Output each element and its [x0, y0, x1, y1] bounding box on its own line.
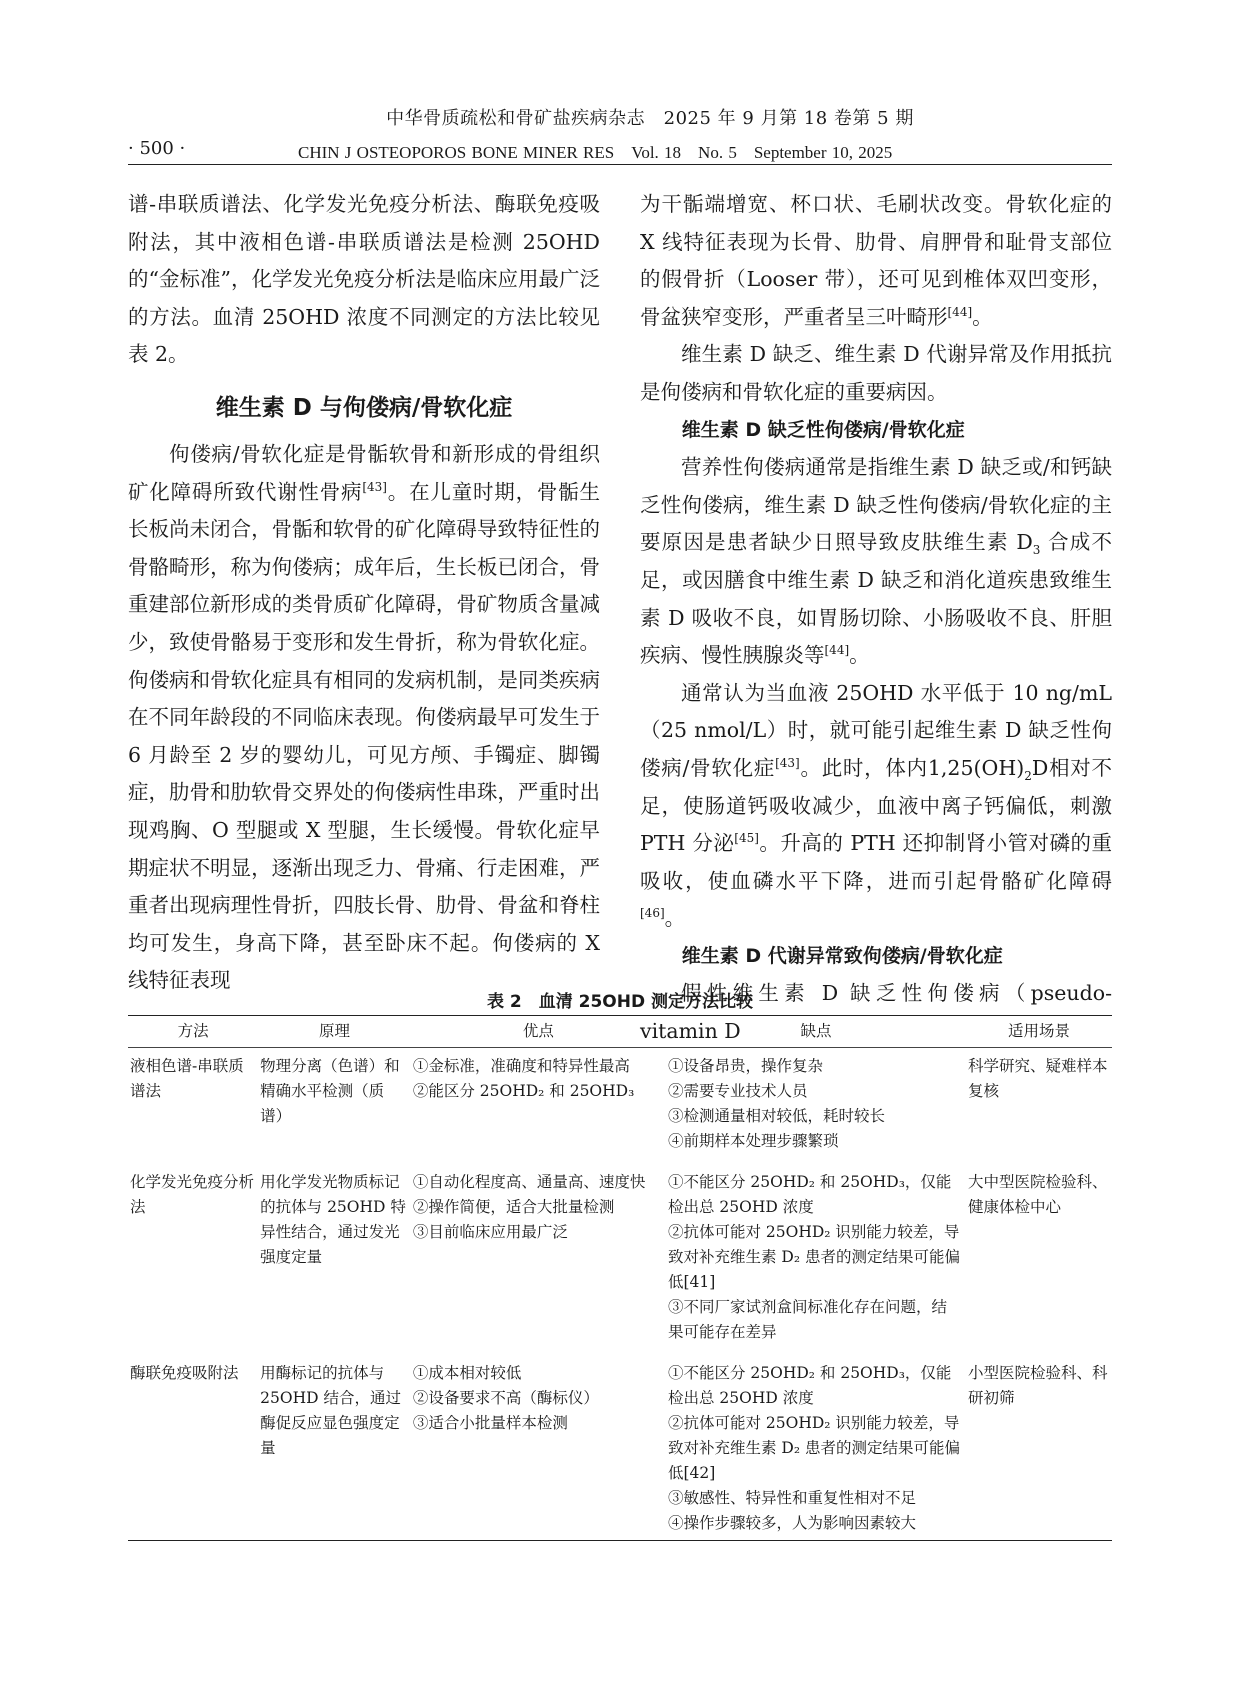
- cons-item: ④操作步骤较多，人为影响因素较大: [667, 1514, 916, 1532]
- journal-title-cn: 中华骨质疏松和骨矿盐疾病杂志 2025 年 9 月第 18 卷第 5 期: [386, 108, 914, 129]
- cons-item: ②需要专业技术人员: [667, 1082, 808, 1100]
- method-cell: 酶联免疫吸附法: [128, 1355, 258, 1541]
- pros-item: ③适合小批量样本检测: [412, 1414, 568, 1432]
- citation: [43]: [775, 756, 800, 771]
- cons-item: ③不同厂家试剂盒间标准化存在问题，结果可能存在差异: [667, 1298, 947, 1341]
- column-header: 优点: [411, 1016, 666, 1048]
- comparison-table: [128, 1015, 1112, 1541]
- cons-cell: [666, 1355, 966, 1541]
- page-number: · 500 ·: [128, 138, 186, 159]
- header-rule: [128, 164, 1112, 165]
- pros-item: ②能区分 25OHD₂ 和 25OHD₃: [412, 1082, 635, 1100]
- pros-item: ③目前临床应用最广泛: [412, 1223, 568, 1241]
- pros-item: ①自动化程度高、通量高、速度快: [412, 1173, 646, 1191]
- table-row: [128, 1355, 1112, 1541]
- method-cell: 化学发光免疫分析法: [130, 1173, 255, 1216]
- running-header: [128, 104, 1112, 162]
- section-heading: 维生素 D 与佝偻病/骨软化症: [215, 394, 513, 421]
- cons-item: ②抗体可能对 25OHD₂ 识别能力较差，导致对补充维生素 D₂ 患者的测定结果可能偏低[41]: [667, 1223, 960, 1291]
- paragraph: 假性维生素 D 缺乏性佝偻病（pseudo-vitamin D: [640, 981, 1112, 1044]
- journal-title-en: CHIN J OSTEOPOROS BONE MINER RES Vol. 18 No. 5 September 10, 2025: [298, 143, 893, 162]
- column-header: 适用场景: [966, 1016, 1112, 1048]
- table-header-row: [128, 1016, 1112, 1048]
- paragraph: 通常认为当血液 25OHD 水平低于 10 ng/mL（25 nmol/L）时，就可能引起维生素 D 缺乏性佝偻病/骨软化症[43]。此时，体内$1,25(OH)_2D$相对不足，使肠道钙吸收减少，血液中离子钙偏低，刺激 PTH 分泌[45]。升高的 PTH 还抑制肾小管对磷的重吸收，使血磷水平下降，进而引起骨骼矿化障碍[46]。: [640, 680, 1112, 931]
- cons-cell: [666, 1048, 966, 1165]
- pros-item: ①成本相对较低: [412, 1364, 522, 1382]
- principle-cell: 用化学发光物质标记的抗体与 25OHD 特异性结合，通过发光强度定量: [260, 1173, 406, 1266]
- cons-item: ④前期样本处理步骤繁琐: [667, 1132, 839, 1150]
- cons-cell: [666, 1164, 966, 1355]
- scenario-cell: 大中型医院检验科、健康体检中心: [968, 1173, 1108, 1216]
- paragraph: 佝偻病/骨软化症是骨骺软骨和新形成的骨组织矿化障碍所致代谢性骨病[43]。在儿童时期，骨骺生长板尚未闭合，骨骺和软骨的矿化障碍导致特征性的骨骼畸形，称为佝偻病；成年后，生长板已闭合，骨重建部位新形成的类骨质矿化障碍，骨矿物质含量减少，致使骨骼易于变形和发生骨折，称为骨软化症。佝偻病和骨软化症具有相同的发病机制，是同类疾病在不同年龄段的不同临床表现。佝偻病最早可发生于 6 月龄至 2 岁的婴幼儿，可见方颅、手镯症、脚镯症，肋骨和肋软骨交界处的佝偻病性串珠，严重时出现鸡胸、O 型腿或 X 型腿，生长缓慢。骨软化症早期症状不明显，逐渐出现乏力、骨痛、行走困难，严重者出现病理性骨折，四肢长骨、肋骨、骨盆和脊柱均可发生，身高下降，甚至卧床不起。佝偻病的 X 线特征表现: [128, 441, 601, 993]
- citation: [45]: [734, 831, 759, 846]
- pros-item: ①金标准，准确度和特异性最高: [412, 1057, 630, 1075]
- cons-item: ③敏感性、特异性和重复性相对不足: [667, 1489, 916, 1507]
- pros-item: ②设备要求不高（酶标仪）: [412, 1389, 599, 1407]
- paragraph: 为干骺端增宽、杯口状、毛刷状改变。骨软化症的 X 线特征表现为长骨、肋骨、肩胛骨和耻骨支部位的假骨折（Looser 带），还可见到椎体双凹变形，骨盆狭窄变形，严重者呈三叶畸形[44]。: [640, 192, 1112, 329]
- table-row: [128, 1048, 1112, 1165]
- scenario-cell: 科学研究、疑难样本复核: [968, 1057, 1108, 1100]
- citation: [44]: [824, 643, 850, 658]
- citation: [43]: [362, 479, 387, 494]
- cons-item: ①不能区分 25OHD₂ 和 25OHD₃，仅能检出总 25OHD 浓度: [667, 1364, 952, 1407]
- left-column: [128, 186, 600, 1000]
- citation: [46]: [640, 906, 665, 921]
- column-header: 方法: [128, 1016, 258, 1048]
- table-title: 表 2 血清 25OHD 测定方法比较: [486, 992, 754, 1012]
- cons-item: ③检测通量相对较低，耗时较长: [667, 1107, 885, 1125]
- right-column: [640, 186, 1112, 1051]
- table-row: [128, 1164, 1112, 1355]
- paragraph: 营养性佝偻病通常是指维生素 D 缺乏或/和钙缺乏性佝偻病，维生素 D 缺乏性佝偻病/骨软化症的主要原因是患者缺少日照导致皮肤维生素 $D_3$ 合成不足，或因膳食中维生素 D 缺乏和消化道疾患致维生素 D 吸收不良，如胃肠切除、小肠吸收不良、肝胆疾病、慢性胰腺炎等[44]。: [640, 455, 1112, 668]
- citation: [44]: [947, 304, 973, 319]
- scenario-cell: 小型医院检验科、科研初筛: [966, 1355, 1112, 1541]
- column-header: 缺点: [666, 1016, 966, 1048]
- principle-cell: 用酶标记的抗体与 25OHD 结合，通过酶促反应显色强度定量: [258, 1355, 411, 1541]
- paragraph: 维生素 D 缺乏、维生素 D 代谢异常及作用抵抗是佝偻病和骨软化症的重要病因。: [640, 342, 1112, 404]
- pros-cell: [411, 1164, 666, 1355]
- cons-item: ①不能区分 25OHD₂ 和 25OHD₃，仅能检出总 25OHD 浓度: [667, 1173, 952, 1216]
- subsection-heading: 维生素 D 缺乏性佝偻病/骨软化症: [681, 418, 965, 441]
- method-cell: 液相色谱-串联质谱法: [130, 1057, 244, 1100]
- pros-cell: [411, 1355, 666, 1541]
- column-header: 原理: [258, 1016, 411, 1048]
- pros-cell: [411, 1048, 666, 1165]
- paragraph: 谱-串联质谱法、化学发光免疫分析法、酶联免疫吸附法，其中液相色谱-串联质谱法是检测 25OHD 的“金标准”，化学发光免疫分析法是临床应用最广泛的方法。血清 25OHD 浓度不同测定的方法比较见表 2。: [128, 192, 600, 367]
- cons-item: ①设备昂贵，操作复杂: [667, 1057, 823, 1075]
- cons-item: ②抗体可能对 25OHD₂ 识别能力较差，导致对补充维生素 D₂ 患者的测定结果可能偏低[42]: [667, 1414, 960, 1482]
- subsection-heading: 维生素 D 代谢异常致佝偻病/骨软化症: [681, 944, 1003, 967]
- pros-item: ②操作简便，适合大批量检测: [412, 1198, 615, 1216]
- principle-cell: 物理分离（色谱）和精确水平检测（质谱）: [260, 1057, 400, 1125]
